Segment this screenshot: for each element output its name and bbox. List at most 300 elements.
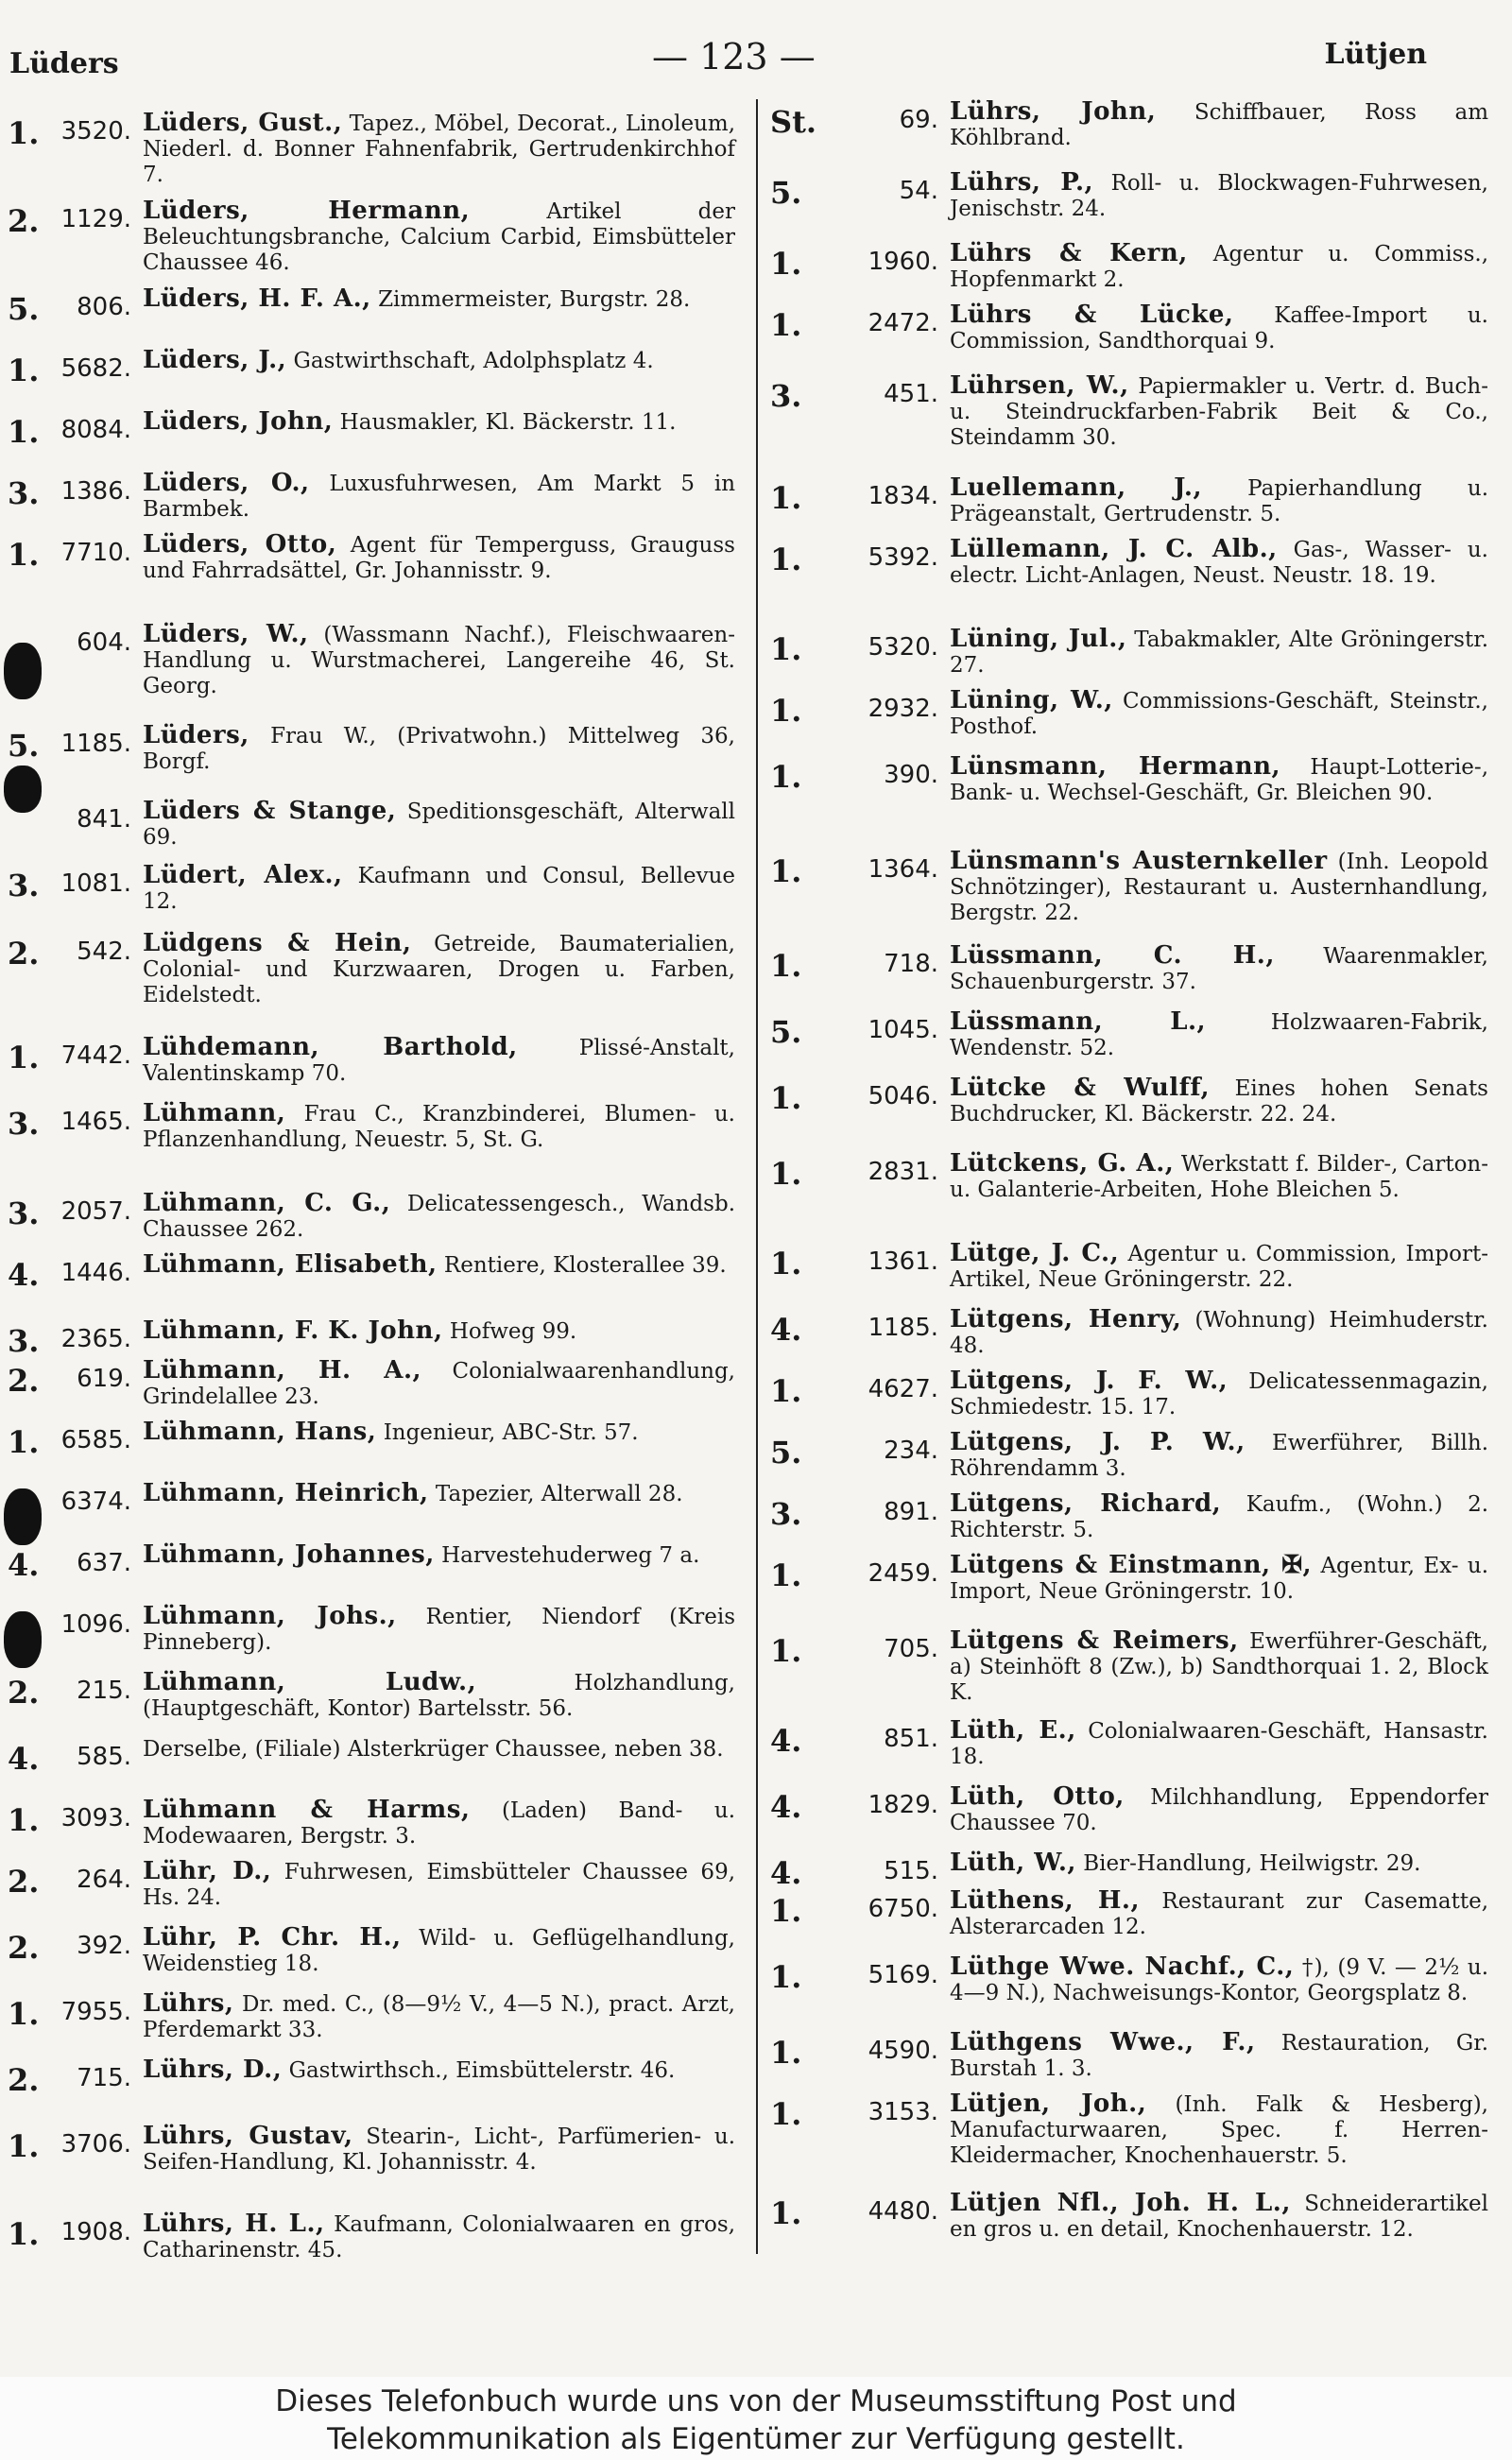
subscriber-details: Kaufm., (Wohn.) 2. Richterstr. 5.	[950, 1492, 1489, 1542]
district-number: 2.	[8, 1675, 40, 1711]
phone-number: 215.	[77, 1677, 131, 1705]
directory-entry	[8, 1859, 735, 1911]
district-number: 1.	[8, 2216, 40, 2252]
district-number: 1.	[770, 1156, 802, 1192]
district-number: 1.	[8, 537, 40, 573]
directory-entry	[770, 1718, 1488, 1770]
district-number: 1.	[770, 948, 802, 984]
phone-number: 705.	[884, 1635, 938, 1663]
subscriber-details: Speditionsgeschäft, Alterwall 69.	[143, 800, 735, 850]
directory-entry	[8, 1252, 735, 1292]
phone-number: 637.	[77, 1549, 131, 1577]
subscriber-name: Lüning, W.,	[950, 686, 1113, 714]
phone-number: 715.	[77, 2064, 131, 2092]
entry-text	[950, 1368, 1488, 1420]
district-number: 1.	[770, 2195, 802, 2231]
entry-text	[950, 1784, 1488, 1836]
subscriber-name: Lührs, D.,	[143, 2056, 283, 2084]
phone-number: 891.	[884, 1498, 938, 1526]
directory-entry	[8, 1481, 735, 1519]
phone-number: 3093.	[60, 1804, 131, 1832]
district-number: 5.	[770, 175, 802, 211]
entry-text	[143, 1191, 735, 1243]
district-number: 4.	[8, 1547, 40, 1583]
directory-entry	[770, 170, 1488, 222]
directory-entry	[770, 1307, 1488, 1359]
directory-entry	[8, 111, 735, 188]
phone-number: 2831.	[868, 1158, 938, 1186]
district-number: 5.	[770, 1435, 802, 1471]
subscriber-details: Restaurant zur Casematte, Alsterarcaden 12.	[950, 1889, 1489, 1939]
directory-entry	[8, 622, 735, 699]
district-number: 1.	[8, 1040, 40, 1075]
entry-text	[950, 302, 1488, 354]
district-number: 1.	[770, 693, 802, 729]
subscriber-details: Kaffee-Import u. Commission, Sandthorquai 9.	[950, 303, 1488, 353]
phone-number: 6750.	[868, 1895, 938, 1923]
subscriber-details: Fuhrwesen, Eimsbütteler Chaussee 69, Hs. 24.	[143, 1860, 736, 1910]
district-number: 1.	[770, 1959, 802, 1995]
phone-number: 69.	[899, 106, 938, 134]
district-number: 3.	[8, 1196, 40, 1231]
directory-entry	[770, 1009, 1488, 1061]
subscriber-name: Luellemann, J.,	[950, 473, 1202, 502]
subscriber-name: Lüders & Stange,	[143, 797, 397, 825]
phone-number: 1081.	[60, 869, 131, 898]
phone-number: 1829.	[868, 1791, 938, 1819]
district-number: 1.	[770, 631, 802, 667]
entry-text	[143, 1101, 735, 1153]
directory-entry	[770, 1888, 1488, 1940]
subscriber-name: Lührsen, W.,	[950, 371, 1129, 400]
subscriber-name: Lührs, H. L.,	[143, 2210, 325, 2238]
subscriber-name: Lütjen, Joh.,	[950, 2090, 1147, 2118]
phone-number: 851.	[884, 1725, 938, 1753]
subscriber-details: Papierhandlung u. Prägeanstalt, Gertrudenstr. 5.	[950, 476, 1488, 526]
phone-number: 3153.	[868, 2098, 938, 2126]
subscriber-name: Lüders, Otto,	[143, 530, 337, 559]
district-number: 2.	[8, 203, 40, 239]
subscriber-details: Agentur, Ex- u. Import, Neue Gröningerstr. 10.	[950, 1554, 1489, 1604]
district-number: 2.	[8, 2062, 40, 2098]
entry-text	[950, 1954, 1488, 2006]
phone-number: 1129.	[60, 205, 131, 233]
phone-number: 604.	[77, 628, 131, 657]
district-number: 1.	[8, 414, 40, 450]
directory-entry	[770, 1241, 1488, 1293]
subscriber-name: Lüth, Otto,	[950, 1782, 1125, 1811]
directory-entry	[770, 627, 1488, 679]
entry-text	[143, 1670, 735, 1722]
entry-text	[950, 1718, 1488, 1770]
directory-entry	[770, 943, 1488, 995]
entry-text	[143, 863, 735, 915]
directory-entry	[8, 1419, 735, 1459]
phone-number: 1096.	[60, 1610, 131, 1639]
directory-entry	[8, 198, 735, 276]
directory-entry	[8, 1604, 735, 1656]
subscriber-details: Commissions-Geschäft, Steinstr., Posthof.	[950, 689, 1488, 739]
subscriber-details: Tapezier, Alterwall 28.	[435, 1482, 683, 1506]
subscriber-details: Frau C., Kranzbinderei, Blumen- u. Pflanzenhandlung, Neuestr. 5, St. G.	[143, 1102, 735, 1152]
subscriber-name: Lüders, J.,	[143, 346, 287, 374]
subscriber-name: Lüth, E.,	[950, 1716, 1076, 1745]
entry-text	[143, 2057, 735, 2097]
subscriber-details: Artikel der Beleuchtungsbranche, Calcium Carbid, Eimsbütteler Chaussee 46.	[143, 199, 736, 275]
phone-number: 1185.	[60, 730, 131, 758]
ink-blot	[4, 643, 42, 699]
entry-text	[950, 1241, 1488, 1293]
entry-text	[950, 2191, 1488, 2243]
district-number: 1.	[770, 2096, 802, 2132]
subscriber-name: Lührs, P.,	[950, 168, 1094, 197]
entry-text	[143, 111, 735, 188]
subscriber-name: Lührs & Kern,	[950, 239, 1188, 267]
directory-entry	[8, 1318, 735, 1358]
directory-entry	[770, 2091, 1488, 2169]
subscriber-details: Tabakmakler, Alte Gröningerstr. 27.	[950, 628, 1489, 678]
district-number: 1.	[770, 2035, 802, 2071]
subscriber-name: Lüthens, H.,	[950, 1886, 1141, 1915]
entry-text	[143, 1991, 735, 2043]
directory-entry	[770, 1075, 1488, 1127]
subscriber-details: (Inh. Leopold Schnötzinger), Restaurant u. Austernhandlung, Bergstr. 22.	[950, 850, 1488, 925]
subscriber-name: Lüth, W.,	[950, 1849, 1076, 1877]
phone-number: 1908.	[60, 2218, 131, 2246]
directory-entry	[770, 1628, 1488, 1706]
page-header	[9, 28, 1427, 85]
subscriber-name: Lütckens, G. A.,	[950, 1149, 1175, 1178]
phone-number: 5169.	[868, 1961, 938, 1989]
subscriber-details: Haupt-Lotterie-, Bank- u. Wechsel-Geschäft, Gr. Bleichen 90.	[950, 755, 1489, 805]
footer-line-1: Dieses Telefonbuch wurde uns von der Museumsstiftung Post und	[275, 2384, 1237, 2418]
phone-number: 2057.	[60, 1197, 131, 1226]
district-number: 1.	[770, 307, 802, 343]
subscriber-name: Lüders, John,	[143, 407, 334, 436]
phone-number: 2472.	[868, 309, 938, 337]
directory-entry	[8, 1035, 735, 1087]
subscriber-details: Bier-Handlung, Heilwigstr. 29.	[1083, 1851, 1421, 1876]
subscriber-details: (Inh. Falk & Hesberg), Manufacturwaaren, Spec. f. Herren-Kleidermacher, Knochenhauerstr. 5.	[950, 2092, 1488, 2168]
phone-number: 7955.	[60, 1998, 131, 2026]
directory-entry	[770, 1151, 1488, 1203]
entry-text	[143, 1542, 735, 1582]
entry-text	[950, 1888, 1488, 1940]
district-number: 3.	[8, 475, 40, 511]
subscriber-details: Ingenieur, ABC-Str. 57.	[383, 1420, 639, 1445]
subscriber-details: Harvestehuderweg 7 a.	[441, 1543, 700, 1568]
subscriber-name: Lütgens, Henry,	[950, 1305, 1182, 1333]
subscriber-name: Lütgens, Richard,	[950, 1489, 1222, 1518]
directory-entry	[8, 348, 735, 387]
entry-text	[143, 1925, 735, 1977]
subscriber-name: Lüthgens Wwe., F.,	[950, 2028, 1256, 2056]
entry-text	[143, 799, 735, 851]
entry-text	[950, 373, 1488, 451]
phone-number: 841.	[77, 805, 131, 834]
subscriber-details: Gas-, Wasser- u. electr. Licht-Anlagen, Neust. Neustr. 18. 19.	[950, 538, 1488, 588]
phone-number: 8084.	[60, 416, 131, 444]
subscriber-name: Lühmann, Ludw.,	[143, 1668, 477, 1696]
subscriber-name: Lühdemann, Barthold,	[143, 1033, 518, 1061]
directory-entry	[770, 849, 1488, 926]
entry-text	[143, 1798, 735, 1849]
district-number: 1.	[770, 1893, 802, 1929]
subscriber-details: Tapez., Möbel, Decorat., Linoleum, Niederl. d. Bonner Fahnenfabrik, Gertrudenkirchhof 7.	[143, 112, 736, 187]
phone-number: 392.	[77, 1932, 131, 1960]
district-number: 4.	[8, 1257, 40, 1293]
phone-number: 6585.	[60, 1426, 131, 1454]
subscriber-name: Lüders,	[143, 721, 249, 749]
subscriber-name: Lührs & Lücke,	[950, 301, 1234, 329]
district-number: 3.	[8, 868, 40, 903]
entry-text	[143, 198, 735, 276]
phone-number: 1045.	[868, 1016, 938, 1044]
entry-text	[950, 1307, 1488, 1359]
subscriber-details: Derselbe, (Filiale) Alsterkrüger Chaussee, neben 38.	[143, 1737, 724, 1762]
directory-entry	[770, 2191, 1488, 2243]
district-number: 1.	[8, 2128, 40, 2164]
entry-text	[950, 943, 1488, 995]
subscriber-name: Lühmann, Heinrich,	[143, 1479, 429, 1507]
phone-number: 2459.	[868, 1559, 938, 1588]
phone-number: 5682.	[60, 354, 131, 383]
directory-entry	[770, 1368, 1488, 1420]
directory-entry	[8, 799, 735, 851]
phone-number: 585.	[77, 1743, 131, 1771]
phone-number: 4590.	[868, 2037, 938, 2065]
district-number: 1.	[8, 1802, 40, 1838]
district-number: 1.	[8, 353, 40, 388]
directory-entry	[8, 2211, 735, 2263]
entry-text	[143, 409, 735, 449]
district-number: 2.	[8, 1864, 40, 1900]
district-number: 4.	[770, 1855, 802, 1891]
subscriber-name: Lüllemann, J. C. Alb.,	[950, 535, 1278, 563]
directory-entry	[770, 373, 1488, 451]
entry-text	[143, 1604, 735, 1656]
entry-text	[950, 99, 1488, 151]
subscriber-details: Gastwirthschaft, Adolphsplatz 4.	[293, 349, 654, 373]
subscriber-name: Lünsmann, Hermann,	[950, 752, 1281, 781]
subscriber-details: Hausmakler, Kl. Bäckerstr. 11.	[339, 410, 677, 435]
district-number: 3.	[770, 378, 802, 414]
phone-number: 2365.	[60, 1325, 131, 1353]
subscriber-name: Lühmann, Johannes,	[143, 1540, 435, 1569]
subscriber-name: Lünsmann's Austernkeller	[950, 847, 1328, 875]
phone-number: 234.	[884, 1436, 938, 1465]
entry-text	[950, 1430, 1488, 1482]
district-number: 3.	[770, 1496, 802, 1532]
phone-number: 54.	[899, 177, 938, 205]
district-number: 5.	[8, 291, 40, 327]
phone-number: 3520.	[60, 117, 131, 146]
subscriber-name: Lührs, John,	[950, 97, 1157, 126]
subscriber-details: Rentier, Niendorf (Kreis Pinneberg).	[143, 1605, 735, 1655]
entry-text	[143, 348, 735, 387]
phone-number: 1446.	[60, 1259, 131, 1287]
footer-line-2: Telekommunikation als Eigentümer zur Verfügung gestellt.	[327, 2422, 1185, 2456]
subscriber-details: Ewerführer-Geschäft, a) Steinhöft 8 (Zw.), b) Sandthorquai 1. 2, Block K.	[950, 1629, 1488, 1705]
phone-number: 515.	[884, 1857, 938, 1885]
entry-text	[143, 471, 735, 523]
phone-number: 390.	[884, 761, 938, 789]
subscriber-name: Lühmann, H. A.,	[143, 1356, 422, 1385]
phone-number: 4627.	[868, 1375, 938, 1403]
phone-number: 1185.	[868, 1314, 938, 1342]
entry-text	[143, 1859, 735, 1911]
phone-number: 619.	[77, 1365, 131, 1393]
directory-entry	[8, 931, 735, 1008]
phone-number: 1465.	[60, 1108, 131, 1136]
directory-entry	[770, 1491, 1488, 1543]
subscriber-name: Lütgens, J. F. W.,	[950, 1367, 1228, 1395]
district-number: 5.	[770, 1014, 802, 1050]
directory-entry	[770, 302, 1488, 354]
subscriber-name: Lütgens & Einstmann, ✠,	[950, 1551, 1313, 1579]
directory-entry	[8, 286, 735, 326]
district-number: 1.	[770, 1373, 802, 1409]
subscriber-details: Luxusfuhrwesen, Am Markt 5 in Barmbek.	[143, 472, 736, 522]
district-number: 5.	[8, 728, 40, 764]
entry-text	[143, 1481, 735, 1519]
subscriber-name: Lütcke & Wulff,	[950, 1074, 1210, 1102]
district-number: 1.	[770, 542, 802, 577]
entry-text	[143, 2211, 735, 2263]
entry-text	[143, 2124, 735, 2176]
entry-text	[143, 1358, 735, 1410]
subscriber-name: Lühmann, F. K. John,	[143, 1316, 443, 1345]
directory-entry	[770, 99, 1488, 151]
subscriber-details: Wild- u. Geflügelhandlung, Weidenstieg 18.	[143, 1926, 735, 1976]
subscriber-name: Lüders, O.,	[143, 469, 310, 497]
subscriber-name: Lühmann, Johs.,	[143, 1602, 397, 1630]
entry-text	[950, 1491, 1488, 1543]
subscriber-name: Lüders, Gust.,	[143, 109, 343, 137]
directory-entry	[8, 723, 735, 775]
subscriber-name: Lütjen Nfl., Joh. H. L.,	[950, 2189, 1291, 2217]
entry-text	[950, 688, 1488, 740]
subscriber-details: Holzwaaren-Fabrik, Wendenstr. 52.	[950, 1010, 1488, 1060]
phone-number: 1361.	[868, 1247, 938, 1276]
header-left-keyword: Lüders	[9, 47, 119, 80]
directory-entry	[770, 537, 1488, 589]
directory-entry	[770, 754, 1488, 806]
subscriber-name: Lührs, Gustav,	[143, 2122, 353, 2150]
phone-number: 718.	[884, 950, 938, 978]
subscriber-details: (Wohnung) Heimhuderstr. 48.	[950, 1308, 1488, 1358]
subscriber-name: Lühmann, C. G.,	[143, 1189, 391, 1217]
directory-entry	[770, 1430, 1488, 1482]
district-number: St.	[770, 104, 817, 140]
subscriber-details: Delicatessengesch., Wandsb. Chaussee 262.	[143, 1192, 735, 1242]
subscriber-details: Colonialwaaren-Geschäft, Hansastr. 18.	[950, 1719, 1488, 1769]
directory-entry	[8, 409, 735, 449]
entry-text	[143, 723, 735, 775]
subscriber-name: Lühmann, Elisabeth,	[143, 1250, 438, 1279]
directory-entry	[8, 1358, 735, 1410]
subscriber-details: Eines hohen Senats Buchdrucker, Kl. Bäckerstr. 22. 24.	[950, 1076, 1488, 1127]
entry-text	[143, 286, 735, 326]
subscriber-name: Lühr, D.,	[143, 1857, 272, 1885]
entry-text	[950, 475, 1488, 527]
district-number: 4.	[770, 1723, 802, 1759]
entry-text	[143, 1035, 735, 1087]
directory-entry	[8, 2057, 735, 2097]
directory-entry	[770, 1954, 1488, 2006]
entry-text	[950, 1151, 1488, 1203]
directory-entry	[770, 1553, 1488, 1605]
district-number: 4.	[770, 1312, 802, 1348]
directory-entry	[8, 532, 735, 584]
subscriber-details: Waarenmakler, Schauenburgerstr. 37.	[950, 944, 1488, 994]
entry-text	[950, 1075, 1488, 1127]
phone-number: 3706.	[60, 2130, 131, 2159]
subscriber-name: Lüssmann, C. H.,	[950, 941, 1275, 970]
phone-number: 1364.	[868, 855, 938, 884]
subscriber-name: Lütgens & Reimers,	[950, 1626, 1239, 1655]
subscriber-details: (Laden) Band- u. Modewaaren, Bergstr. 3.	[143, 1798, 736, 1849]
subscriber-name: Lüders, W.,	[143, 620, 309, 648]
district-number: 1.	[770, 1557, 802, 1593]
directory-entry	[8, 1991, 735, 2043]
entry-text	[143, 931, 735, 1008]
entry-text	[950, 537, 1488, 589]
entry-text	[143, 1252, 735, 1292]
subscriber-name: Lüdert, Alex.,	[143, 861, 343, 889]
subscriber-name: Lühmann & Harms,	[143, 1796, 471, 1824]
ink-blot	[4, 766, 42, 813]
ink-blot	[4, 1488, 42, 1545]
directory-entry	[770, 1784, 1488, 1836]
directory-entry	[8, 2124, 735, 2176]
subscriber-name: Lühmann, Hans,	[143, 1418, 377, 1446]
directory-entry	[770, 2030, 1488, 2082]
subscriber-details: Kaufmann und Consul, Bellevue 12.	[143, 864, 735, 914]
subscriber-details: Papiermakler u. Vertr. d. Buch- u. Steindruckfarben-Fabrik Beit & Co., Steindamm 30.	[950, 374, 1488, 450]
entry-text	[950, 241, 1488, 293]
entry-text	[950, 1553, 1488, 1605]
subscriber-details: Agent für Temperguss, Grauguss und Fahrradsättel, Gr. Johannisstr. 9.	[143, 533, 735, 583]
district-number: 1.	[770, 853, 802, 889]
directory-entry	[8, 1798, 735, 1849]
subscriber-details: Stearin-, Licht-, Parfümerien- u. Seifen-Handlung, Kl. Johannisstr. 4.	[143, 2125, 735, 2175]
directory-entry	[8, 1542, 735, 1582]
subscriber-details: Colonialwaarenhandlung, Grindelallee 23.	[143, 1359, 735, 1409]
entry-text	[950, 1628, 1488, 1706]
district-number: 2.	[8, 1930, 40, 1966]
subscriber-details: Rentiere, Klosterallee 39.	[443, 1253, 727, 1278]
subscriber-details: Kaufmann, Colonialwaaren en gros, Catharinenstr. 45.	[143, 2212, 735, 2262]
phone-number: 1386.	[60, 477, 131, 506]
entry-text	[950, 170, 1488, 222]
subscriber-name: Lütge, J. C.,	[950, 1239, 1120, 1267]
subscriber-name: Lührs,	[143, 1989, 234, 2018]
directory-entry	[8, 1736, 735, 1776]
entry-text	[143, 1318, 735, 1358]
phone-number: 1960.	[868, 248, 938, 276]
directory-entry	[8, 1191, 735, 1243]
phone-number: 2932.	[868, 695, 938, 723]
entry-text	[143, 532, 735, 584]
entry-text	[950, 2091, 1488, 2169]
entry-text	[950, 1850, 1488, 1890]
phone-number: 5392.	[868, 543, 938, 572]
subscriber-details: Restauration, Gr. Burstah 1. 3.	[950, 2031, 1489, 2081]
subscriber-name: Lüders, H. F. A.,	[143, 284, 371, 313]
subscriber-details: Delicatessenmagazin, Schmiedestr. 15. 17.	[950, 1369, 1488, 1419]
subscriber-details: Schneiderartikel en gros u. en detail, Knochenhauerstr. 12.	[950, 2192, 1488, 2242]
